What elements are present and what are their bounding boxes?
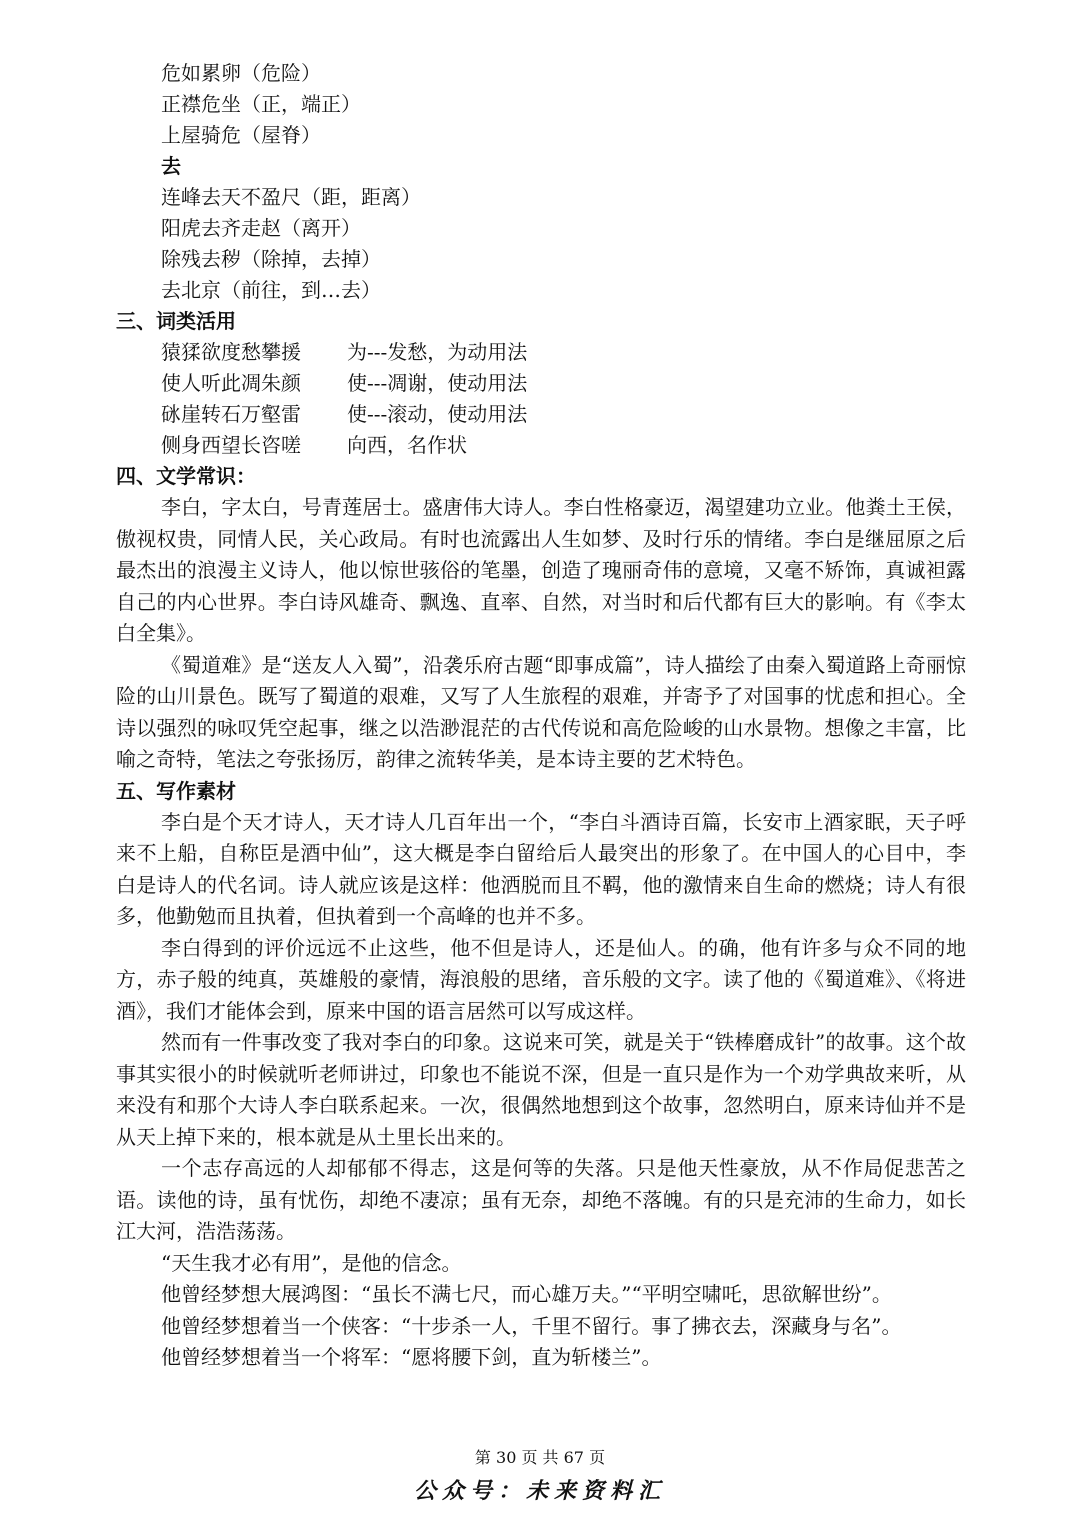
usage-note: 使---滚动，使动用法 <box>347 402 528 426</box>
usage-phrase: 猿猱欲度愁攀援 <box>161 340 301 364</box>
usage-row <box>116 368 966 399</box>
usage-phrase: 砯崖转石万壑雷 <box>161 402 301 426</box>
vocab-line: 上屋骑危（屋脊） <box>161 123 321 147</box>
usage-note: 使---凋谢，使动用法 <box>347 371 528 395</box>
literature-paragraph: 李白，字太白，号青莲居士。盛唐伟大诗人。李白性格豪迈，渴望建功立业。他粪土王侯，傲视权贵，同情人民，关心政局。有时也流露出人生如梦、及时行乐的情绪。李白是继屈原之后最杰出的浪漫主义诗人，他以惊世骇俗的笔墨，创造了瑰丽奇伟的意境，又毫不矫饰，真诚袒露自己的内心世界。李白诗风雄奇、飘逸、直率、自然，对当时和后代都有巨大的影响。有《李太白全集》。 <box>116 495 966 645</box>
writing-paragraph: 一个志存高远的人却郁郁不得志，这是何等的失落。只是他天性豪放，从不作局促悲苦之语。读他的诗，虽有忧伤，却绝不凄凉；虽有无奈，却绝不落魄。有的只是充沛的生命力，如长江大河，浩浩荡荡。 <box>116 1156 966 1243</box>
usage-phrase: 侧身西望长咨嗟 <box>161 433 301 457</box>
writing-paragraph: 李白是个天才诗人，天才诗人几百年出一个，“李白斗酒诗百篇，长安市上酒家眠，天子呼来不上船，自称臣是酒中仙”，这大概是李白留给后人最突出的形象了。在中国人的心目中，李白是诗人的代名词。诗人就应该是这样：他洒脱而且不羁，他的激情来自生命的燃烧；诗人有很多，他勤勉而且执着，但执着到一个高峰的也并不多。 <box>116 809 966 928</box>
section-4-heading: 四、文学常识： <box>116 464 256 488</box>
usage-row <box>116 430 966 461</box>
literature-paragraph: 《蜀道难》是“送友人入蜀”，沿袭乐府古题“即事成篇”，诗人描绘了由秦入蜀道路上奇丽惊险的山川景色。既写了蜀道的艰难，又写了人生旅程的艰难，并寄予了对国事的忧虑和担心。全诗以强烈的咏叹凭空起事，继之以浩渺混茫的古代传说和高危险峻的山水景物。想像之丰富，比喻之奇特，笔法之夸张扬厉，韵律之流转华美，是本诗主要的艺术特色。 <box>116 652 966 771</box>
usage-row <box>116 337 966 368</box>
writing-paragraph: 他曾经梦想大展鸿图：“虽长不满七尺，而心雄万夫。”“平明空啸吒，思欲解世纷”。 <box>161 1282 892 1306</box>
usage-phrase: 使人听此凋朱颜 <box>161 371 301 395</box>
vocab-term-qu: 去 <box>161 154 181 178</box>
vocab-line: 正襟危坐（正，端正） <box>161 92 361 116</box>
page-content <box>116 58 966 1374</box>
usage-note: 向西，名作状 <box>347 433 467 457</box>
writing-paragraph: “天生我才必有用”，是他的信念。 <box>161 1250 462 1275</box>
vocab-line: 连峰去天不盈尺（距，距离） <box>161 185 421 209</box>
page-number: 第 30 页 共 67 页 <box>474 1448 606 1467</box>
section-5-heading: 五、写作素材 <box>116 778 236 803</box>
section-3-heading: 三、词类活用 <box>116 309 236 333</box>
writing-paragraph: 然而有一件事改变了我对李白的印象。这说来可笑，就是关于“铁棒磨成针”的故事。这个故事其实很小的时候就听老师讲过，印象也不能说不深，但是一直只是作为一个劝学典故来听，从来没有和那个大诗人李白联系起来。一次，很偶然地想到这个故事，忽然明白，原来诗仙并不是从天上掉下来的，根本就是从土里长出来的。 <box>116 1030 966 1149</box>
writing-paragraph: 他曾经梦想着当一个将军：“愿将腰下剑，直为斩楼兰”。 <box>161 1345 662 1369</box>
vocab-line: 阳虎去齐走赵（离开） <box>161 216 361 240</box>
vocab-line: 危如累卵（危险） <box>161 61 321 85</box>
vocab-line: 去北京（前往，到…去） <box>161 278 381 302</box>
writing-paragraph: 李白得到的评价远远不止这些，他不但是诗人，还是仙人。的确，他有许多与众不同的地方，赤子般的纯真，英雄般的豪情，海浪般的思绪，音乐般的文字。读了他的《蜀道难》、《将进酒》，我们才能体会到，原来中国的语言居然可以写成这样。 <box>116 935 966 1023</box>
usage-note: 为---发愁，为动用法 <box>347 340 528 364</box>
watermark-text: 公众号：未来资料汇 <box>413 1478 666 1504</box>
vocab-line: 除残去秽（除掉，去掉） <box>161 247 381 271</box>
writing-paragraph: 他曾经梦想着当一个侠客：“十步杀一人，千里不留行。事了拂衣去，深藏身与名”。 <box>161 1313 902 1338</box>
usage-row <box>116 399 966 430</box>
